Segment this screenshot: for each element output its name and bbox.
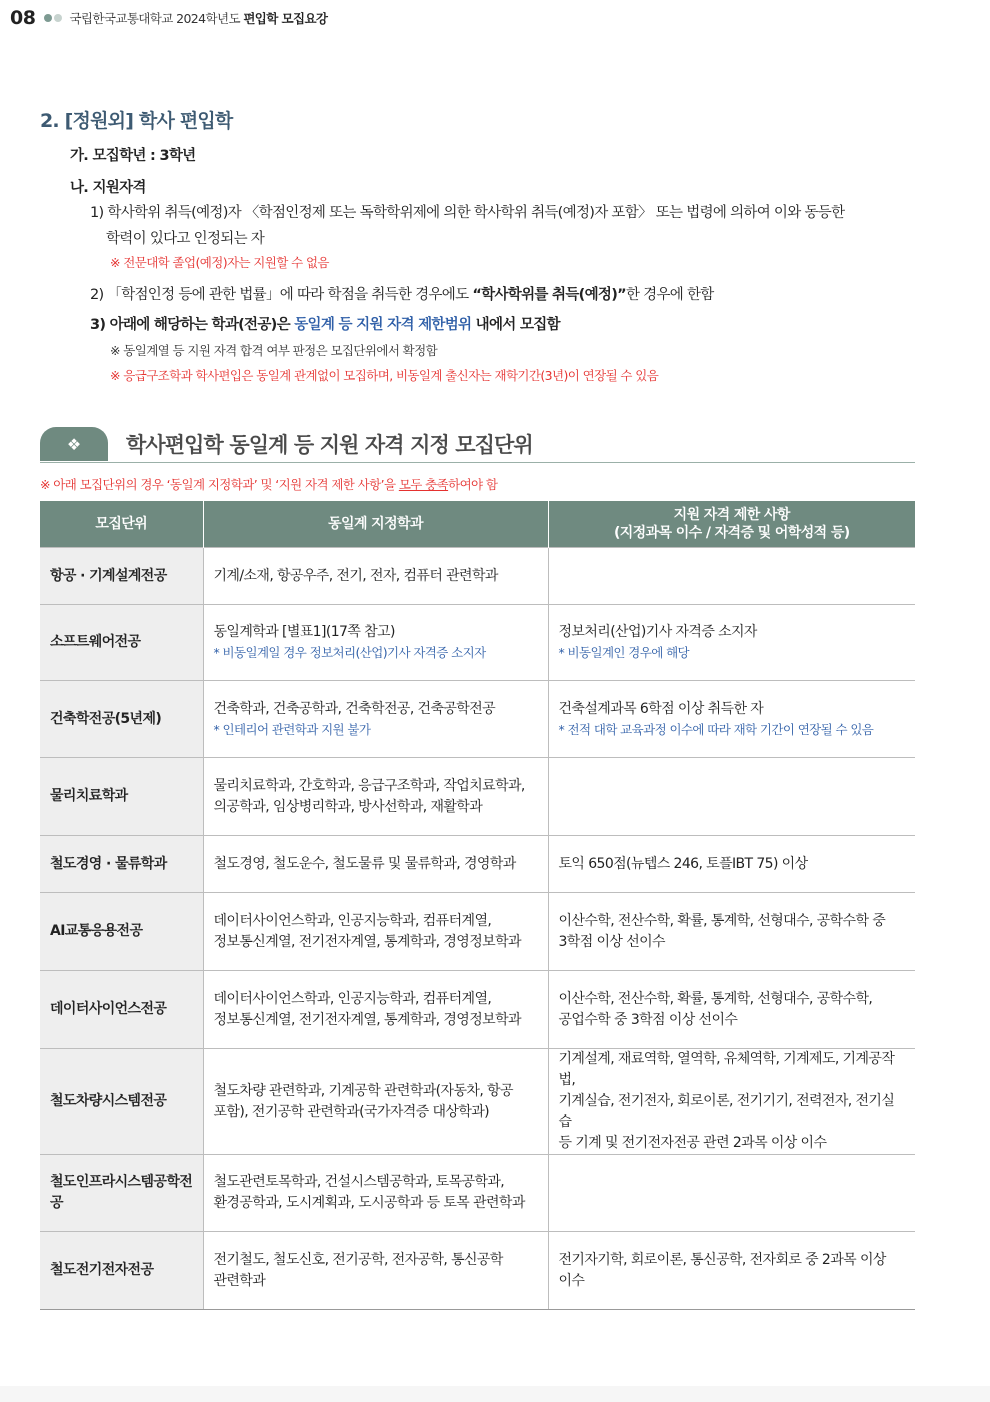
restriction-cell: 이산수학, 전산수학, 확률, 통계학, 선형대수, 공학수학 중 3학점 이상 선이수: [548, 893, 915, 971]
restriction-cell: 이산수학, 전산수학, 확률, 통계학, 선형대수, 공학수학, 공업수학 중 3학점 이상 선이수: [548, 971, 915, 1049]
eligibility-table: [40, 501, 915, 1310]
qualification-1-line2: 학력이 있다고 인정되는 자: [106, 231, 265, 247]
item-ga: 가. 모집학년 : 3학년: [70, 148, 196, 164]
restriction-cell: 건축설계과목 6학점 이상 취득한 자 * 전적 대학 교육과정 이수에 따라 재학 기간이 연장될 수 있음: [548, 681, 915, 758]
restriction-cell-note: * 전적 대학 교육과정 이수에 따라 재학 기간이 연장될 수 있음: [558, 721, 874, 737]
header-dept: 동일계 지정학과: [203, 501, 548, 548]
restriction-cell: 기계설계, 재료역학, 열역학, 유체역학, 기계제도, 기계공작법, 기계실습, 전기전자, 회로이론, 전기기기, 전력전자, 전기실습 등 기계 및 전기전자전공 관련 2과목 이상 이수: [548, 1049, 915, 1155]
unit-cell: 철도경영 · 물류학과: [40, 836, 203, 893]
unit-cell: 건축학전공(5년제): [40, 681, 203, 758]
dept-cell-note: * 비동일계일 경우 정보처리(산업)기사 자격증 소지자: [213, 645, 486, 660]
table-row: [40, 836, 915, 893]
table-row: [40, 681, 915, 758]
header-restriction: 지원 자격 제한 사항 (지정과목 이수 / 자격증 및 어학성적 등): [548, 501, 915, 548]
dept-cell-note: * 인테리어 관련학과 지원 불가: [213, 721, 371, 737]
table-row: [40, 893, 915, 971]
header-dots-icon: [44, 14, 62, 22]
page-bottom-band: [0, 1386, 990, 1402]
table-row: [40, 548, 915, 605]
restriction-cell: [548, 1155, 915, 1232]
restriction-cell: 토익 650점(뉴텝스 246, 토플IBT 75) 이상: [548, 836, 915, 893]
table-row: [40, 758, 915, 836]
table-row: [40, 971, 915, 1049]
section-title: 2. [정원외] 학사 편입학: [40, 110, 233, 132]
dept-cell: 철도관련토목학과, 건설시스템공학과, 토목공학과, 환경공학과, 도시계획과, 도시공학과 등 토목 관련학과: [203, 1155, 548, 1232]
dept-cell: 물리치료학과, 간호학과, 응급구조학과, 작업치료학과, 의공학과, 임상병리학과, 방사선학과, 재활학과: [203, 758, 548, 836]
page-header: [10, 6, 327, 30]
table-row: [40, 605, 915, 681]
header-unit: 모집단위: [40, 501, 203, 548]
qualification-3-note2: ※ 응급구조학과 학사편입은 동일계 관계없이 모집하며, 비동일계 출신자는 재학기간(3년)이 연장될 수 있음: [110, 368, 659, 383]
qualification-1-line1: 1) 학사학위 취득(예정)자 〈학점인정제 또는 독학학위제에 의한 학사학위 취득(예정)자 포함〉 또는 법령에 의하여 이와 동등한: [90, 205, 845, 221]
restriction-cell-note: * 비동일계인 경우에 해당: [558, 645, 690, 660]
unit-cell: AI교통응용전공: [40, 893, 203, 971]
document-title: 국립한국교통대학교 2024학년도 편입학 모집요강: [69, 11, 328, 26]
restriction-cell: [548, 758, 915, 836]
dept-cell: 데이터사이언스학과, 인공지능학과, 컴퓨터계열, 정보통신계열, 전기전자계열, 통계학과, 경영정보학과: [203, 893, 548, 971]
table-section-title: 학사편입학 동일계 등 지원 자격 지정 모집단위: [126, 433, 533, 457]
qualification-3: 3) 아래에 해당하는 학과(전공)은 동일계 등 지원 자격 제한범위 내에서 모집함: [90, 317, 560, 333]
dept-cell: 기계/소재, 항공우주, 전기, 전자, 컴퓨터 관련학과: [203, 548, 548, 605]
unit-cell: 철도전기전자전공: [40, 1232, 203, 1310]
qualification-2: 2) 「학점인정 등에 관한 법률」에 따라 학점을 취득한 경우에도 “학사학위를 취득(예정)”한 경우에 한함: [90, 287, 714, 303]
qualification-3-note1: ※ 동일계열 등 지원 자격 합격 여부 판정은 모집단위에서 확정함: [110, 343, 438, 358]
restriction-cell: [548, 548, 915, 605]
dept-cell: 철도차량 관련학과, 기계공학 관련학과(자동차, 항공 포함), 전기공학 관련학과(국가자격증 대상학과): [203, 1049, 548, 1155]
dept-cell: 철도경영, 철도운수, 철도물류 및 물류학과, 경영학과: [203, 836, 548, 893]
dept-cell: 동일계학과 [별표1](17쪽 참고) * 비동일계일 경우 정보처리(산업)기사 자격증 소지자: [203, 605, 548, 681]
diamond-icon: ❖: [40, 427, 108, 461]
unit-cell: 물리치료학과: [40, 758, 203, 836]
table-body: [40, 548, 915, 1310]
table-section-heading: [40, 425, 915, 465]
restriction-cell: 정보처리(산업)기사 자격증 소지자 * 비동일계인 경우에 해당: [548, 605, 915, 681]
heading-divider: [40, 462, 915, 463]
table-row: [40, 1049, 915, 1155]
dept-cell: 전기철도, 철도신호, 전기공학, 전자공학, 통신공학 관련학과: [203, 1232, 548, 1310]
unit-cell: 철도인프라시스템공학전공: [40, 1155, 203, 1232]
dept-cell: 건축학과, 건축공학과, 건축학전공, 건축공학전공 * 인테리어 관련학과 지원 불가: [203, 681, 548, 758]
unit-cell: 철도차량시스템전공: [40, 1049, 203, 1155]
table-row: [40, 1155, 915, 1232]
unit-cell: 소프트웨어전공: [40, 605, 203, 681]
restriction-cell: 전기자기학, 회로이론, 통신공학, 전자회로 중 2과목 이상 이수: [548, 1232, 915, 1310]
unit-cell: 데이터사이언스전공: [40, 971, 203, 1049]
page-number: 08: [10, 7, 36, 29]
qualification-1-note: ※ 전문대학 졸업(예정)자는 지원할 수 없음: [110, 255, 329, 270]
table-note: ※ 아래 모집단위의 경우 ‘동일계 지정학과’ 및 ‘지원 자격 제한 사항’을 모두 충족하여야 함: [40, 477, 498, 492]
table-header-row: [40, 501, 915, 548]
dept-cell: 데이터사이언스학과, 인공지능학과, 컴퓨터계열, 정보통신계열, 전기전자계열, 통계학과, 경영정보학과: [203, 971, 548, 1049]
item-na: 나. 지원자격: [70, 180, 146, 196]
table-row: [40, 1232, 915, 1310]
unit-cell: 항공 · 기계설계전공: [40, 548, 203, 605]
